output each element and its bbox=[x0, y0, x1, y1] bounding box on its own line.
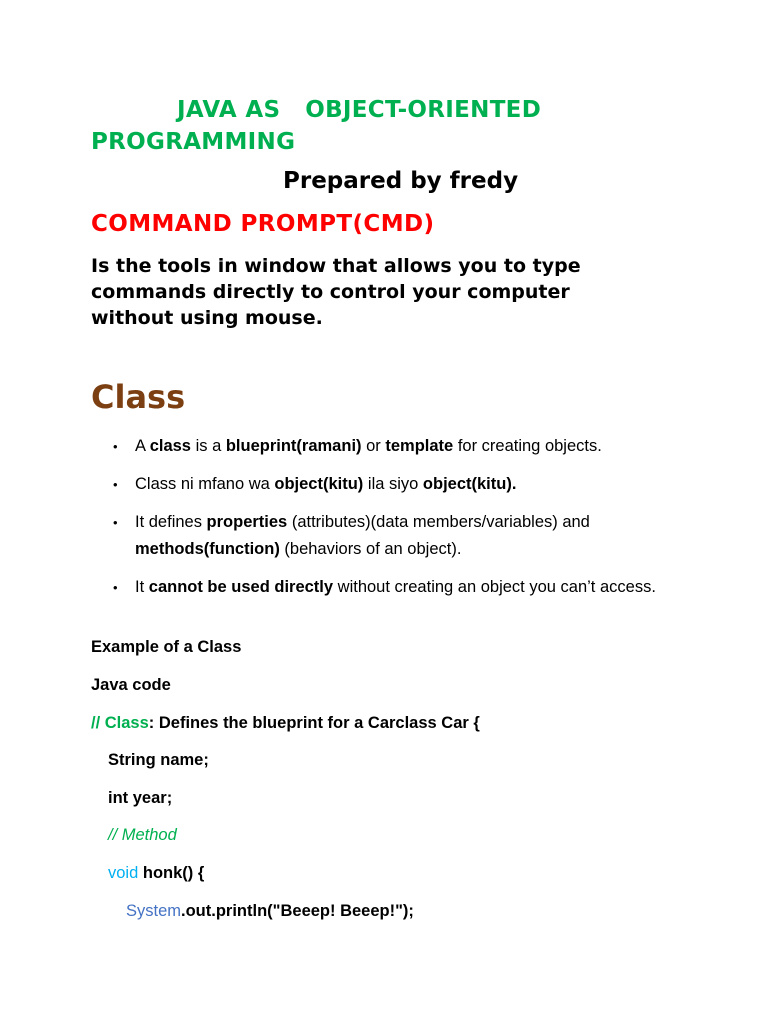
code-comment: // Class bbox=[91, 714, 149, 732]
bullet-icon: • bbox=[113, 580, 118, 595]
document-title bbox=[91, 94, 691, 158]
list-item: • A class is a blueprint(ramani) or template for creating objects. bbox=[110, 433, 670, 460]
code-line-field-year: int year; bbox=[108, 789, 173, 807]
code-system-class: System bbox=[126, 902, 182, 920]
bullet-icon: • bbox=[113, 439, 118, 454]
bullet-icon: • bbox=[113, 477, 118, 492]
code-line-method bbox=[108, 864, 204, 883]
class-heading: Class bbox=[91, 378, 186, 416]
list-item: • It cannot be used directly without creating an object you can’t access. bbox=[110, 574, 670, 601]
cmd-heading: COMMAND PROMPT(CMD) bbox=[91, 211, 435, 237]
code-class-decl: : Defines the blueprint for a Carclass Car { bbox=[148, 714, 480, 732]
code-line-class bbox=[91, 714, 480, 733]
code-line-method-comment: // Method bbox=[108, 826, 177, 844]
java-code-label: Java code bbox=[91, 676, 171, 694]
title-line-1: JAVA AS OBJECT-ORIENTED bbox=[177, 97, 542, 123]
example-heading: Example of a Class bbox=[91, 638, 242, 656]
bullet-icon: • bbox=[113, 515, 118, 530]
cmd-description: Is the tools in window that allows you to type commands directly to control your computer without using mouse. bbox=[91, 255, 581, 329]
code-keyword-void: void bbox=[108, 864, 139, 882]
author-line: Prepared by fredy bbox=[283, 168, 519, 194]
list-item: • Class ni mfano wa object(kitu) ila siyo object(kitu). bbox=[110, 471, 670, 498]
code-line-println bbox=[126, 902, 414, 921]
code-line-field-name: String name; bbox=[108, 751, 209, 769]
class-bullet-list bbox=[110, 433, 670, 612]
list-item: • It defines properties (attributes)(data members/variables) and methods(function) (behaviors of an object). bbox=[110, 509, 670, 563]
title-line-2: PROGRAMMING bbox=[91, 129, 296, 155]
code-println-call: .out.println("Beeep! Beeep!"); bbox=[181, 902, 414, 920]
code-method-signature: honk() { bbox=[138, 864, 205, 882]
